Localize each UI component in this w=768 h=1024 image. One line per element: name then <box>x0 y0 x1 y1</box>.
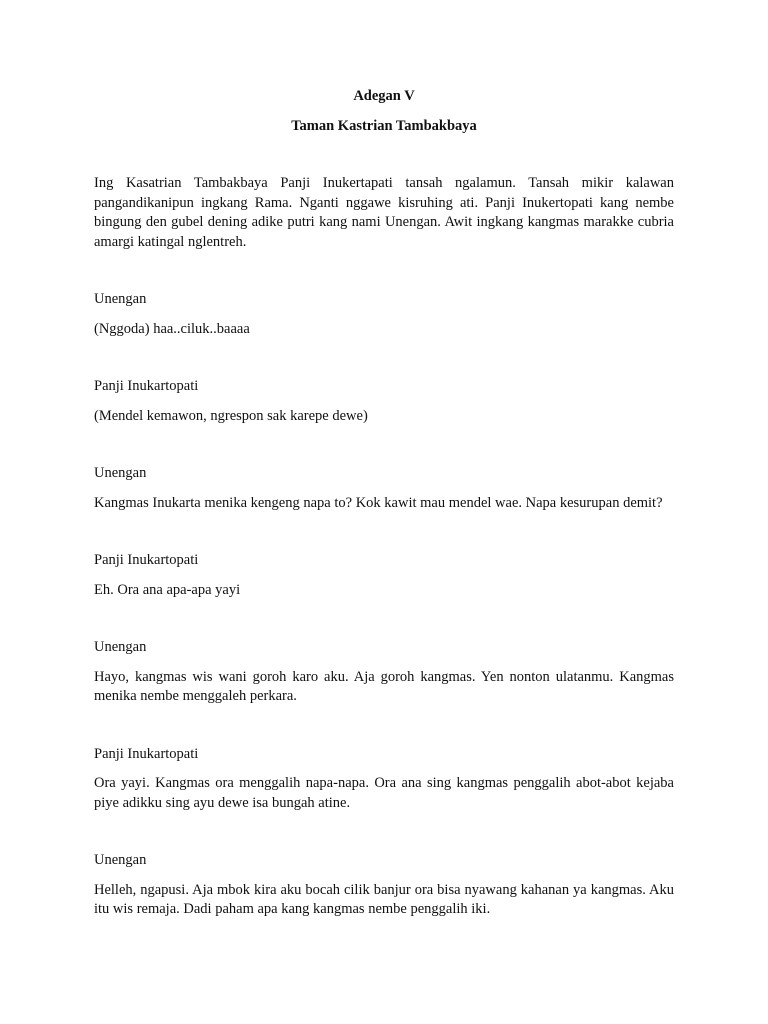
scene-subtitle: Taman Kastrian Tambakbaya <box>291 118 477 134</box>
dialogue-line: (Mendel kemawon, ngrespon sak karepe dewe) <box>94 407 368 424</box>
dialogue-block <box>94 551 674 600</box>
dialogue-block <box>94 745 674 814</box>
dialogue-line: Helleh, ngapusi. Aja mbok kira aku bocah cilik banjur ora bisa nyawang kahanan ya kangmas. Aku itu wis remaja. Dadi paham apa kang kangmas nembe penggalih iki. <box>94 881 674 917</box>
dialogue-block <box>94 290 674 339</box>
dialogue-block <box>94 851 674 920</box>
speaker-name: Unengan <box>94 291 147 307</box>
dialogue-line: Hayo, kangmas wis wani goroh karo aku. Aja goroh kangmas. Yen nonton ulatanmu. Kangmas menika nembe menggaleh perkara. <box>94 668 674 704</box>
document-content <box>94 86 674 920</box>
speaker-name: Unengan <box>94 465 147 481</box>
speaker-name: Unengan <box>94 852 147 868</box>
dialogue-block <box>94 377 674 426</box>
dialogue-block <box>94 638 674 707</box>
dialogue-line: (Nggoda) haa..ciluk..baaaa <box>94 320 250 337</box>
speaker-name: Panji Inukartopati <box>94 552 199 568</box>
dialogue-line: Ora yayi. Kangmas ora menggalih napa-napa. Ora ana sing kangmas penggalih abot-abot kejaba piye adikku sing ayu dewe isa bungah atine. <box>94 775 674 811</box>
speaker-name: Panji Inukartopati <box>94 745 199 762</box>
dialogue-block <box>94 464 674 513</box>
speaker-name: Panji Inukartopati <box>94 378 199 394</box>
speaker-name: Unengan <box>94 639 147 655</box>
dialogue-line: Eh. Ora ana apa-apa yayi <box>94 581 241 598</box>
scene-intro: Ing Kasatrian Tambakbaya Panji Inukertapati tansah ngalamun. Tansah mikir kalawan pangandikanipun ingkang Rama. Nganti nggawe kisruhing ati. Panji Inukertopati kang nembe bingung den gubel dening adike putri kang nami Unengan. Awit ingkang kangmas marakke cubria amargi katingal nglentreh. <box>94 175 674 250</box>
scene-title: Adegan V <box>353 88 415 104</box>
dialogue-line: Kangmas Inukarta menika kengeng napa to? Kok kawit mau mendel wae. Napa kesurupan demit? <box>94 494 663 511</box>
